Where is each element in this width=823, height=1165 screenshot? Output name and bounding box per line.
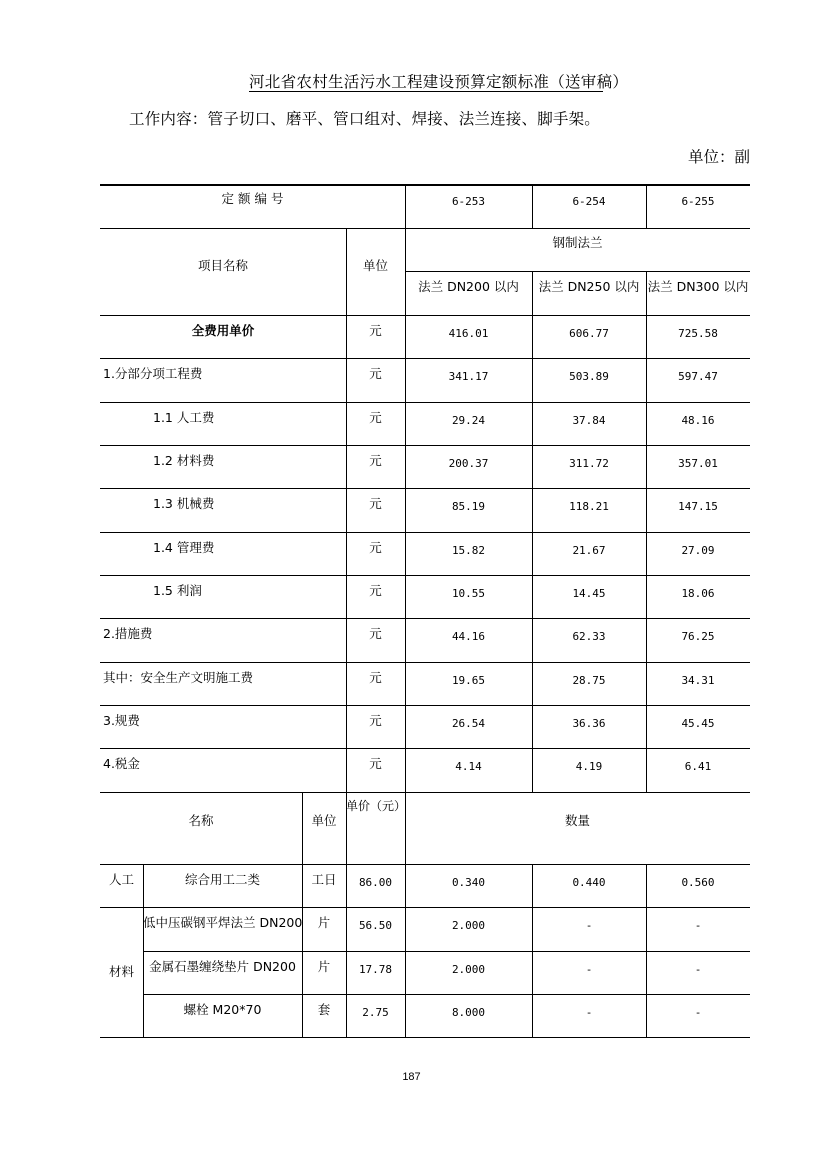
cost-row-value: 200.37 <box>448 457 489 470</box>
cost-row-unit: 元 <box>369 583 382 598</box>
cost-row-value: 597.47 <box>678 370 718 383</box>
cost-row-value: 18.06 <box>681 587 715 600</box>
cost-row-value: 37.84 <box>572 414 606 427</box>
variant-header-2: 法兰 DN250 以内 <box>538 279 640 294</box>
cost-row-name: 全费用单价 <box>191 323 255 338</box>
cost-row-name: 1.5 利润 <box>153 583 202 598</box>
cost-row-value: 4.14 <box>455 760 482 773</box>
quota-code-1: 6-253 <box>451 195 486 208</box>
table-divider <box>143 994 750 995</box>
cost-row-value: 19.65 <box>451 674 486 687</box>
resource-price: 56.50 <box>358 919 393 932</box>
resource-price: 86.00 <box>358 876 393 889</box>
resource-quantity: 0.340 <box>451 876 486 889</box>
resource-quantity: 2.000 <box>451 963 486 976</box>
variant-header-1: 法兰 DN200 以内 <box>418 279 519 294</box>
resource-name: 低中压碳钢平焊法兰 DN200 <box>143 915 303 930</box>
resource-quantity: 0.560 <box>681 876 715 889</box>
resource-name-header: 名称 <box>188 813 214 828</box>
cost-row-unit: 元 <box>369 410 382 425</box>
cost-row-value: 28.75 <box>572 674 606 687</box>
table-divider <box>143 951 750 952</box>
cost-row-value: 85.19 <box>451 500 486 513</box>
column-divider <box>646 271 647 792</box>
cost-row-value: 29.24 <box>451 414 486 427</box>
resource-quantity: - <box>585 919 593 932</box>
table-divider <box>100 662 750 663</box>
resource-quantity: 8.000 <box>451 1006 486 1019</box>
variant-header-3: 法兰 DN300 以内 <box>647 279 749 294</box>
cost-row-value: 15.82 <box>451 544 486 557</box>
cost-row-value: 6.41 <box>684 760 712 773</box>
table-divider <box>100 488 750 489</box>
table-divider <box>100 748 750 749</box>
cost-row-value: 26.54 <box>451 717 486 730</box>
cost-row-unit: 元 <box>369 670 382 685</box>
cost-row-value: 606.77 <box>569 327 609 340</box>
cost-row-unit: 元 <box>369 366 382 381</box>
cost-row-value: 36.36 <box>572 717 606 730</box>
cost-row-value: 118.21 <box>569 500 609 513</box>
quota-code-label: 定 额 编 号 <box>221 191 284 206</box>
resource-quantity: 0.440 <box>572 876 606 889</box>
table-top-border <box>100 184 750 186</box>
cost-row-value: 311.72 <box>569 457 609 470</box>
resource-unit-header: 单位 <box>311 813 337 828</box>
cost-row-value: 27.09 <box>681 544 715 557</box>
table-divider <box>100 618 750 619</box>
table-divider <box>100 575 750 576</box>
work-content: 工作内容：管子切口、磨平、管口组对、焊接、法兰连接、脚手架。 <box>129 110 601 128</box>
column-divider <box>532 271 533 792</box>
resource-category: 材料 <box>108 964 134 979</box>
resource-quantity: 2.000 <box>451 919 486 932</box>
table-divider <box>405 271 750 272</box>
cost-row-value: 357.01 <box>678 457 718 470</box>
cost-row-value: 503.89 <box>569 370 609 383</box>
table-bottom-border <box>100 1037 750 1038</box>
item-name-header: 项目名称 <box>197 258 248 273</box>
resource-price-header: 单价（元） <box>346 799 407 813</box>
unit-label: 单位：副 <box>687 148 750 166</box>
table-divider <box>100 532 750 533</box>
resource-unit: 套 <box>317 1002 331 1017</box>
resource-unit: 片 <box>317 959 331 974</box>
document-title: 河北省农村生活污水工程建设预算定额标准（送审稿） <box>249 73 629 91</box>
cost-row-value: 10.55 <box>451 587 486 600</box>
page-number: 187 <box>402 1071 421 1083</box>
cost-row-value: 34.31 <box>681 674 715 687</box>
table-divider <box>100 228 750 229</box>
resource-name: 综合用工二类 <box>184 872 260 887</box>
table-divider <box>100 792 750 793</box>
resource-unit: 工日 <box>311 872 337 887</box>
table-divider <box>100 445 750 446</box>
cost-row-value: 147.15 <box>678 500 718 513</box>
resource-price: 2.75 <box>362 1006 389 1019</box>
cost-row-unit: 元 <box>369 626 382 641</box>
table-divider <box>100 907 750 908</box>
cost-row-unit: 元 <box>369 496 382 511</box>
cost-row-name: 2.措施费 <box>103 626 153 641</box>
table-divider <box>100 402 750 403</box>
cost-row-value: 45.45 <box>681 717 715 730</box>
cost-row-value: 725.58 <box>678 327 718 340</box>
cost-row-name: 3.规费 <box>103 713 140 728</box>
resource-quantity: - <box>585 963 593 976</box>
cost-row-unit: 元 <box>369 453 382 468</box>
resource-quantity: - <box>694 919 702 932</box>
cost-row-name: 其中：安全生产文明施工费 <box>103 670 254 685</box>
cost-row-name: 1.1 人工费 <box>153 410 215 425</box>
cost-row-unit: 元 <box>369 323 382 338</box>
resource-name: 螺栓 M20*70 <box>183 1002 262 1017</box>
cost-row-unit: 元 <box>369 713 382 728</box>
quota-code-3: 6-255 <box>681 195 715 208</box>
table-divider <box>100 315 750 316</box>
cost-row-name: 1.4 管理费 <box>153 540 215 555</box>
resource-quantity-header: 数量 <box>564 813 590 828</box>
cost-row-value: 48.16 <box>681 414 715 427</box>
column-divider <box>405 185 406 792</box>
group-header: 钢制法兰 <box>552 235 603 250</box>
quota-code-2: 6-254 <box>572 195 606 208</box>
cost-row-value: 62.33 <box>572 630 606 643</box>
resource-unit: 片 <box>317 915 331 930</box>
table-divider <box>100 864 750 865</box>
cost-row-value: 14.45 <box>572 587 606 600</box>
unit-header: 单位 <box>362 258 388 273</box>
resource-quantity: - <box>694 963 702 976</box>
cost-row-name: 1.3 机械费 <box>153 496 215 511</box>
resource-name: 金属石墨缠绕垫片 DN200 <box>149 959 296 974</box>
resource-quantity: - <box>694 1006 702 1019</box>
cost-row-unit: 元 <box>369 540 382 555</box>
cost-row-value: 341.17 <box>448 370 489 383</box>
table-divider <box>100 705 750 706</box>
cost-row-name: 1.2 材料费 <box>153 453 215 468</box>
cost-row-value: 44.16 <box>451 630 486 643</box>
resource-price: 17.78 <box>358 963 393 976</box>
cost-row-name: 4.税金 <box>103 756 140 771</box>
cost-row-unit: 元 <box>369 756 382 771</box>
column-divider <box>346 792 347 1037</box>
cost-row-value: 416.01 <box>448 327 489 340</box>
table-divider <box>100 358 750 359</box>
resource-category: 人工 <box>108 872 134 887</box>
cost-row-value: 21.67 <box>572 544 606 557</box>
cost-row-value: 4.19 <box>575 760 603 773</box>
resource-quantity: - <box>585 1006 593 1019</box>
cost-row-name: 1.分部分项工程费 <box>103 366 203 381</box>
cost-row-value: 76.25 <box>681 630 715 643</box>
